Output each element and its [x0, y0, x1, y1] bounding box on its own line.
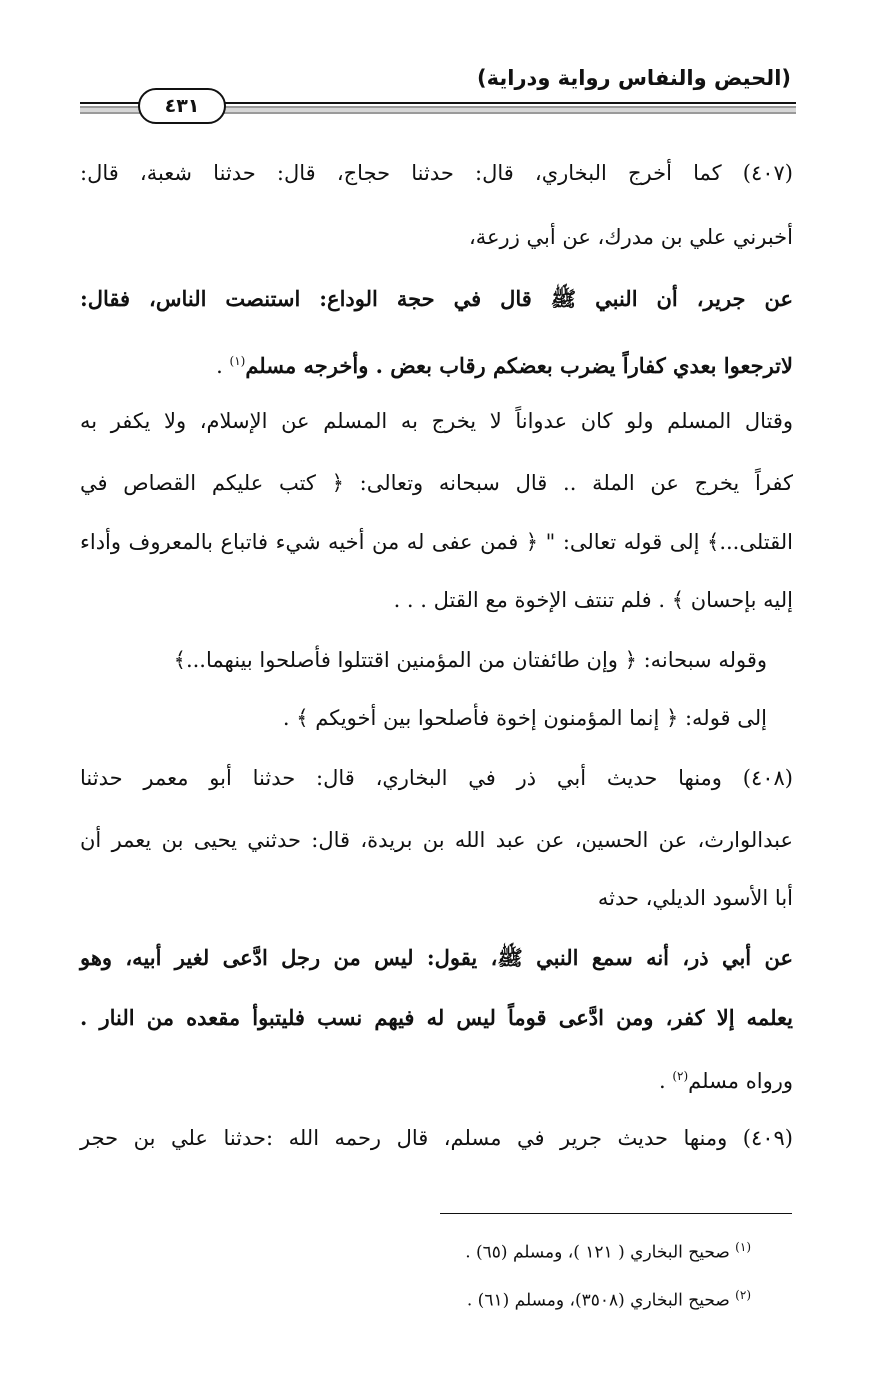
body-line-13: أبا الأسود الديلي، حدثه [597, 886, 793, 910]
body-line-17: (٤٠٩) ومنها حديث جرير في مسلم، قال رحمه الله :حدثنا علي بن حجر [80, 1126, 793, 1150]
footnote-ref-1: (١) [229, 354, 246, 368]
footnote-1 [465, 1240, 751, 1263]
running-header-title: (الحيض والنفاس رواية ودراية) [477, 66, 791, 90]
body-line-8: إليه بإحسان ﴾ . فلم تنتف الإخوة مع القتل . . . [393, 588, 793, 612]
body-line-1: (٤٠٧) كما أخرج البخاري، قال: حدثنا حجاج، قال: حدثنا شعبة، قال: [80, 161, 793, 185]
body-line-6: كفراً يخرج عن الملة .. قال سبحانه وتعالى: ﴿ كتب عليكم القصاص في [80, 471, 793, 495]
body-line-16: ورواه مسلم$^{(٢)}$ . [658, 1069, 793, 1093]
body-line-12: عبدالوارث، عن الحسين، عن عبد الله بن بريدة، قال: حدثني يحيى بن يعمر أن [80, 828, 793, 852]
body-line-5: وقتال المسلم ولو كان عدواناً لا يخرج به المسلم عن الإسلام، ولا يكفر به [80, 409, 793, 433]
hadith-line-1: عن جرير، أن النبي ﷺ قال في حجة الوداع: استنصت الناس، فقال: [80, 286, 793, 311]
page-number-badge: ٤٣١ [138, 88, 226, 124]
body-line-7: القتلى...﴾ إلى قوله تعالى: " ﴿ فمن عفى له من أخيه شيء فاتباع بالمعروف وأداء [80, 530, 793, 554]
body-line-10: إلى قوله: ﴿ إنما المؤمنون إخوة فأصلحوا بين أخويكم ﴾ . [282, 706, 767, 730]
footnote-ref-2: (٢) [672, 1069, 689, 1083]
footnote-1-marker: (١) [735, 1240, 751, 1254]
footnote-2 [467, 1288, 751, 1311]
body-line-9: وقوله سبحانه: ﴿ وإن طائفتان من المؤمنين اقتتلوا فأصلحوا بينهما...﴾ [173, 648, 767, 672]
footnote-2-text: صحيح البخاري (٣٥٠٨)، ومسلم (٦١) . [466, 1290, 730, 1311]
footnote-2-marker: (٢) [735, 1288, 751, 1302]
hadith-line-2-text: لاترجعوا بعدي كفاراً يضرب بعضكم رقاب بعض . وأخرجه مسلم [245, 353, 793, 378]
hadith-line-4: يعلمه إلا كفر، ومن ادَّعى قوماً ليس له فيهم نسب فليتبوأ مقعده من النار . [80, 1005, 793, 1030]
body-line-2: أخبرني علي بن مدرك، عن أبي زرعة، [468, 225, 793, 249]
footnote-1-text: صحيح البخاري ( ١٢١ )، ومسلم (٦٥) . [465, 1242, 730, 1263]
body-line-11: (٤٠٨) ومنها حديث أبي ذر في البخاري، قال: حدثنا أبو معمر حدثنا [80, 766, 793, 790]
footnote-separator [440, 1213, 792, 1214]
hadith-line-2: لاترجعوا بعدي كفاراً يضرب بعضكم رقاب بعض . وأخرجه مسلم$^{(١)}$ . [216, 353, 793, 378]
hadith-line-3: عن أبي ذر، أنه سمع النبي ﷺ، يقول: ليس من رجل ادَّعى لغير أبيه، وهو [80, 945, 793, 970]
body-line-16-text: ورواه مسلم [688, 1069, 793, 1093]
